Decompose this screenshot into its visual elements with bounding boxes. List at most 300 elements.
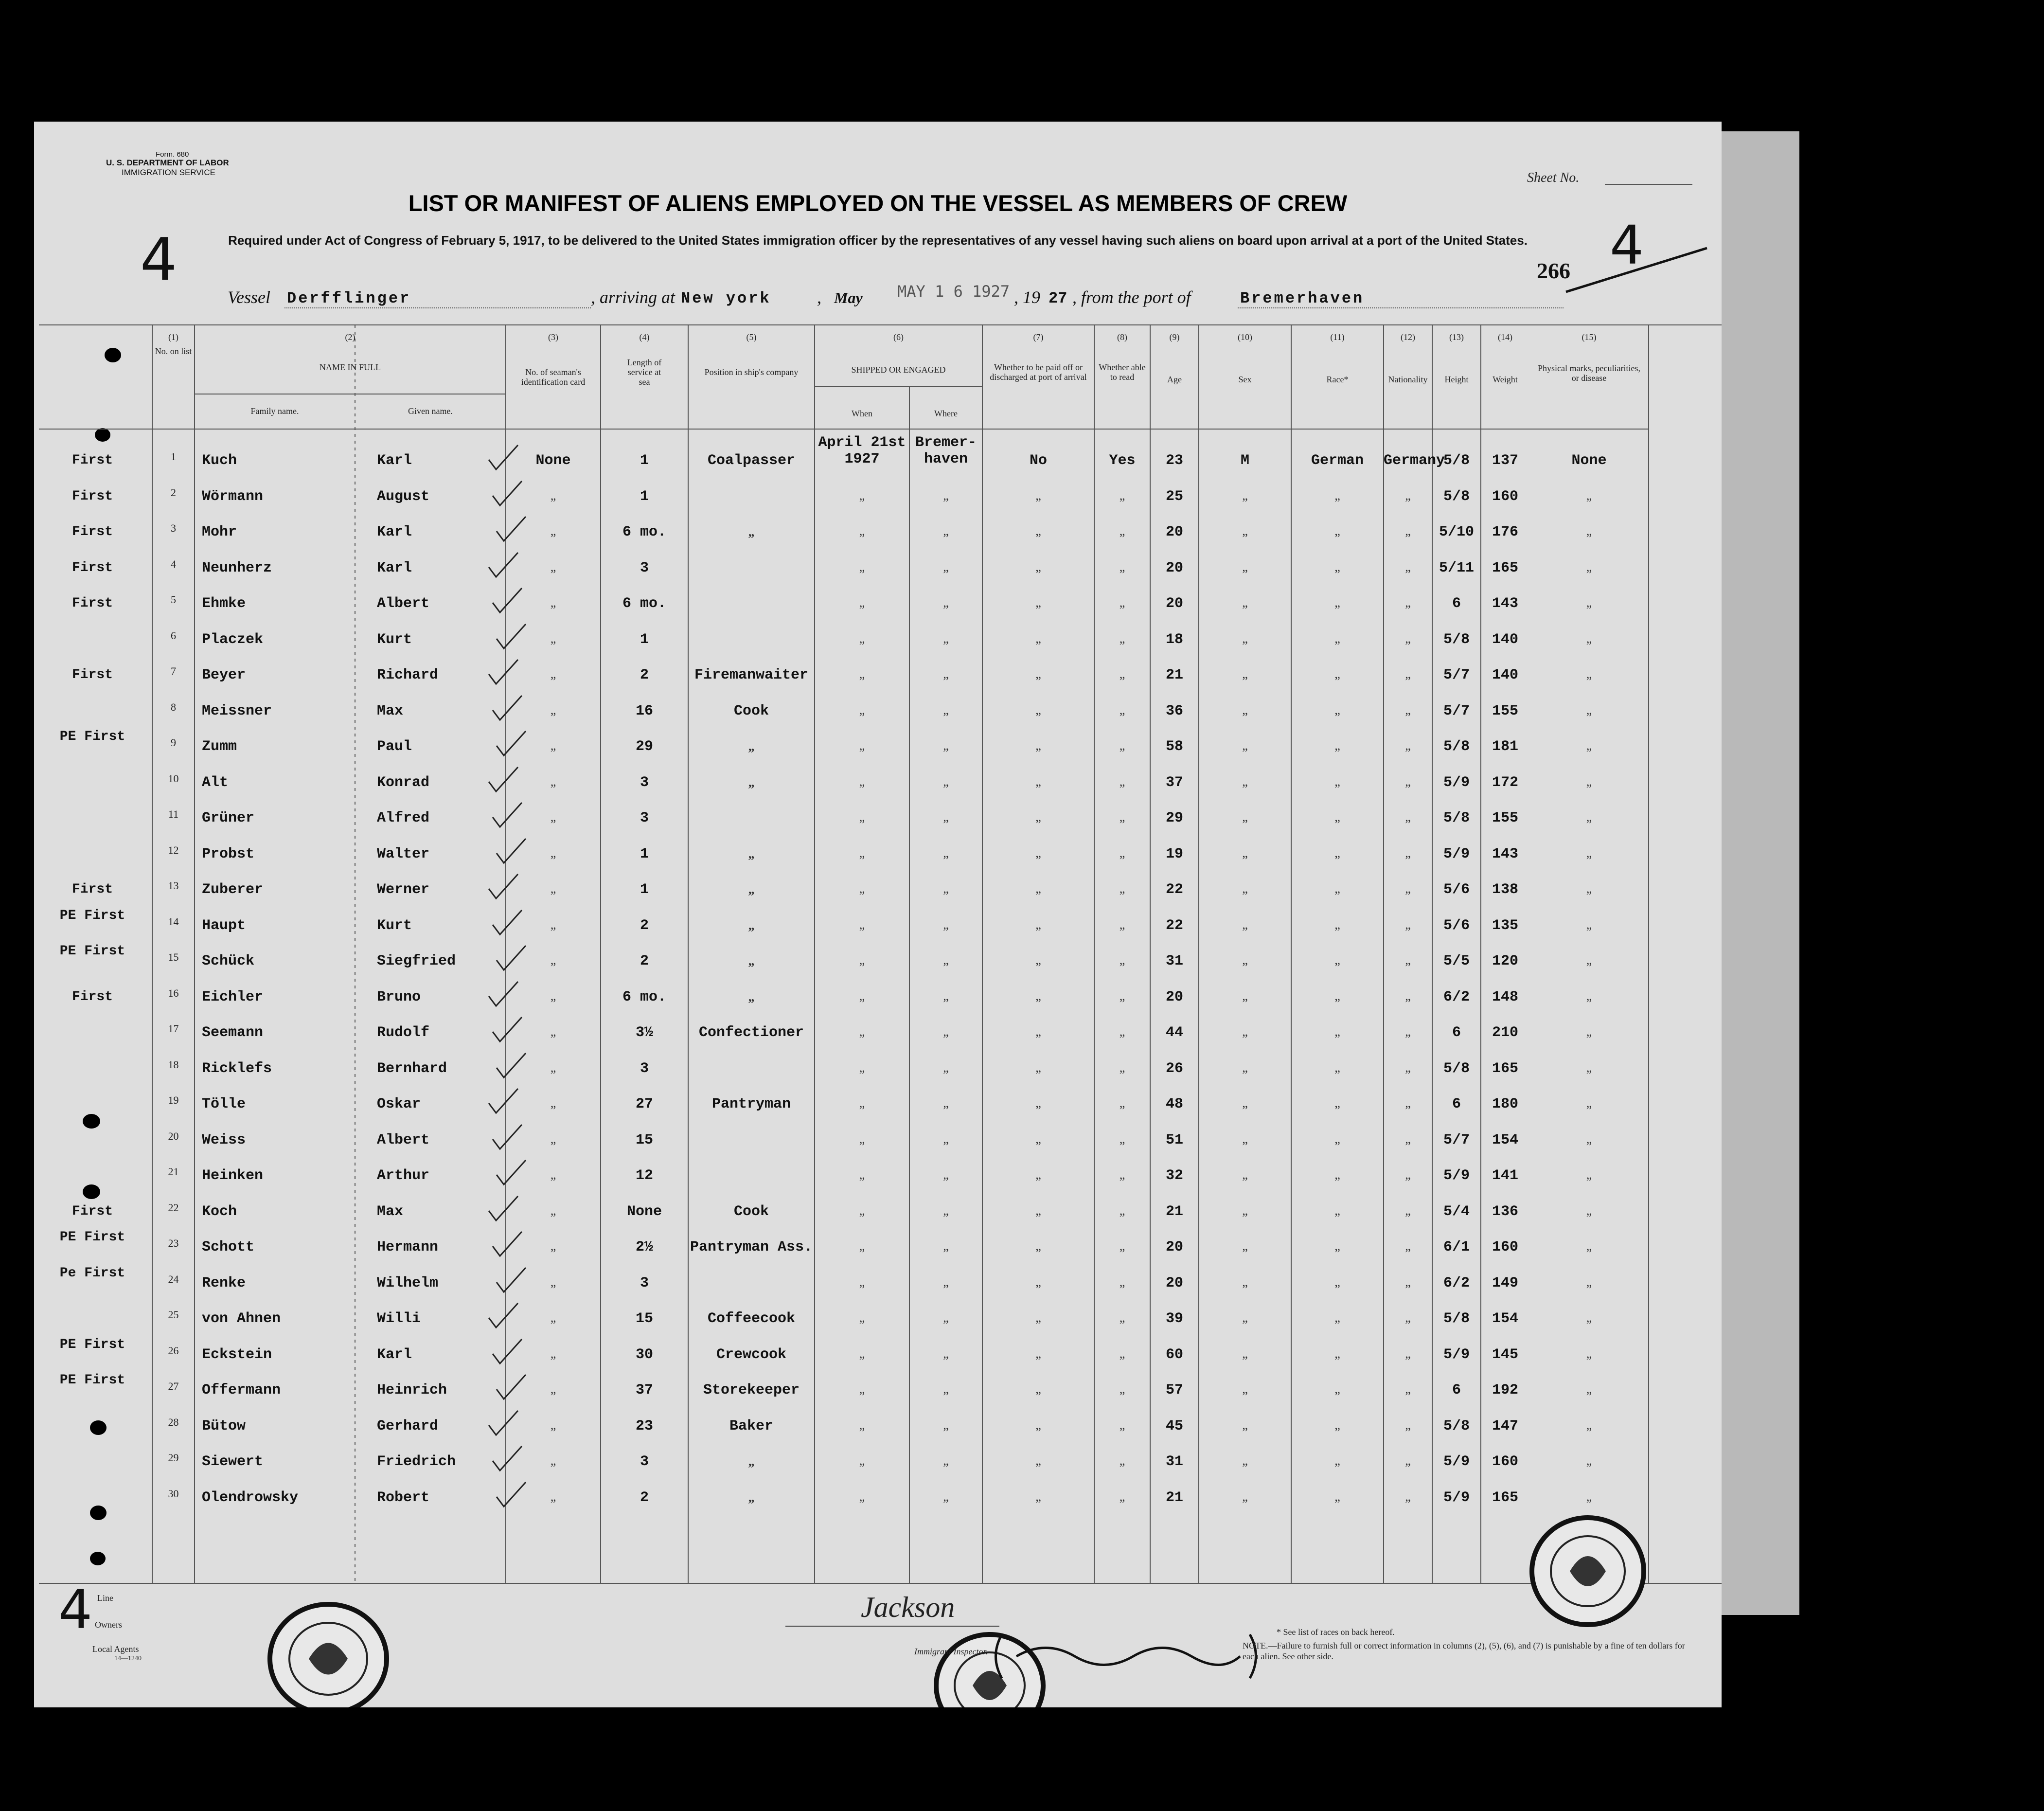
row-height: 5/7 xyxy=(1443,702,1470,719)
ditto-id-card: „ xyxy=(550,595,556,610)
row-height: 5/7 xyxy=(1443,1131,1470,1148)
ditto-paid-off: „ xyxy=(1035,524,1041,538)
row-family: Olendrowsky xyxy=(202,1489,299,1506)
row-position: „ xyxy=(748,1454,755,1469)
ditto-sex: „ xyxy=(1242,953,1248,967)
ditto-physical-marks: „ xyxy=(1586,810,1592,824)
ditto-paid-off: „ xyxy=(1035,559,1041,574)
ditto-physical-marks: „ xyxy=(1586,524,1592,538)
row-number: 2 xyxy=(171,486,176,499)
footer-line-label: Line xyxy=(97,1593,113,1603)
ditto-where: „ xyxy=(943,1060,949,1075)
row-service: 27 xyxy=(635,1096,653,1112)
row-service: 3 xyxy=(640,1274,649,1291)
ditto-id-card: „ xyxy=(550,1203,556,1218)
handwritten-mark: 4 xyxy=(140,226,178,294)
ditto-when: „ xyxy=(859,953,865,967)
row-age: 44 xyxy=(1165,1024,1183,1041)
ditto-sex: „ xyxy=(1242,1239,1248,1253)
row-weight: 141 xyxy=(1492,1167,1518,1184)
ditto-sex: „ xyxy=(1242,1274,1248,1289)
ditto-id-card: „ xyxy=(550,810,556,824)
ditto-physical-marks: „ xyxy=(1586,595,1592,610)
row-1-id-card: None xyxy=(535,452,571,469)
row-given: Albert xyxy=(377,1131,430,1148)
footer-handwritten-mark: 4 xyxy=(58,1578,92,1641)
row-age: 21 xyxy=(1165,667,1183,683)
col-num-3: (3) xyxy=(548,332,558,342)
ditto-sex: „ xyxy=(1242,810,1248,824)
ditto-race: „ xyxy=(1334,1274,1340,1289)
penalty-note xyxy=(1243,1640,1690,1662)
row-family: Zumm xyxy=(202,738,237,755)
row-number: 15 xyxy=(168,951,179,963)
ditto-physical-marks: „ xyxy=(1586,1310,1592,1325)
row-family: Haupt xyxy=(202,917,246,934)
ditto-id-card: „ xyxy=(550,917,556,932)
row-given: Bruno xyxy=(377,988,421,1005)
row-given: Hermann xyxy=(377,1239,439,1255)
col-head-weight: Weight xyxy=(1493,375,1518,384)
ditto-sex: „ xyxy=(1242,1346,1248,1361)
ditto-when: „ xyxy=(859,559,865,574)
ditto-paid-off: „ xyxy=(1035,1096,1041,1110)
row-family: Grüner xyxy=(202,810,255,826)
from-port-label: , from the port of xyxy=(1072,287,1191,307)
ditto-paid-off: „ xyxy=(1035,631,1041,646)
col-head-given-name: Given name. xyxy=(408,406,453,416)
ditto-paid-off: „ xyxy=(1035,845,1041,860)
ditto-where: „ xyxy=(943,559,949,574)
row-number: 23 xyxy=(168,1237,179,1249)
ditto-id-card: „ xyxy=(550,702,556,717)
ditto-paid-off: „ xyxy=(1035,1167,1041,1182)
row-given: Arthur xyxy=(377,1167,430,1184)
ditto-id-card: „ xyxy=(550,988,556,1003)
row-mark: PE First xyxy=(59,729,125,744)
col-num-4: (4) xyxy=(639,332,650,342)
row-position: „ xyxy=(748,775,755,789)
ditto-when: „ xyxy=(859,1274,865,1289)
col-head-nationality: Nationality xyxy=(1388,375,1428,384)
ditto-nationality: „ xyxy=(1405,1239,1411,1253)
ditto-id-card: „ xyxy=(550,1096,556,1110)
ditto-when: „ xyxy=(859,738,865,753)
ditto-able-to-read: „ xyxy=(1119,988,1125,1003)
ditto-nationality: „ xyxy=(1405,1167,1411,1182)
ditto-when: „ xyxy=(859,1346,865,1361)
date-stamp: MAY 1 6 1927 xyxy=(897,282,1010,301)
ditto-paid-off: „ xyxy=(1035,595,1041,610)
ditto-race: „ xyxy=(1334,1310,1340,1325)
row-number: 26 xyxy=(168,1344,179,1357)
ditto-able-to-read: „ xyxy=(1119,917,1125,932)
ditto-paid-off: „ xyxy=(1035,667,1041,681)
row-given: Karl xyxy=(377,559,412,576)
row-given: August xyxy=(377,488,430,505)
row-1-when: April 21st 1927 xyxy=(818,434,906,467)
ditto-race: „ xyxy=(1334,1167,1340,1182)
year-prefix: , 19 xyxy=(1014,287,1040,307)
ditto-race: „ xyxy=(1334,488,1340,502)
arriving-label: , arriving at xyxy=(591,287,675,307)
row-number: 3 xyxy=(171,522,176,534)
row-given: Rudolf xyxy=(377,1024,430,1041)
ditto-nationality: „ xyxy=(1405,1024,1411,1039)
row-height: 5/8 xyxy=(1443,1310,1470,1327)
row-age: 29 xyxy=(1165,810,1183,826)
ditto-race: „ xyxy=(1334,667,1340,681)
row-weight: 160 xyxy=(1492,488,1518,505)
col-head-shipped-or-engaged: SHIPPED OR ENGAGED xyxy=(851,365,946,375)
ditto-where: „ xyxy=(943,881,949,896)
ditto-race: „ xyxy=(1334,810,1340,824)
row-age: 18 xyxy=(1165,631,1183,648)
ditto-physical-marks: „ xyxy=(1586,738,1592,753)
col-num-9: (9) xyxy=(1169,332,1180,342)
ditto-able-to-read: „ xyxy=(1119,774,1125,789)
ditto-able-to-read: „ xyxy=(1119,1346,1125,1361)
ditto-nationality: „ xyxy=(1405,1131,1411,1146)
ditto-able-to-read: „ xyxy=(1119,881,1125,896)
row-age: 58 xyxy=(1165,738,1183,755)
ditto-nationality: „ xyxy=(1405,1274,1411,1289)
ditto-physical-marks: „ xyxy=(1586,1167,1592,1182)
row-family: Eckstein xyxy=(202,1346,272,1363)
ditto-id-card: „ xyxy=(550,1310,556,1325)
row-service: 1 xyxy=(640,631,649,648)
row-position: „ xyxy=(748,739,755,753)
row-age: 21 xyxy=(1165,1489,1183,1506)
row-position: „ xyxy=(748,525,755,539)
ditto-paid-off: „ xyxy=(1035,881,1041,896)
row-age: 20 xyxy=(1165,524,1183,540)
row-service: 30 xyxy=(635,1346,653,1363)
ditto-paid-off: „ xyxy=(1035,810,1041,824)
row-family: Renke xyxy=(202,1274,246,1291)
row-given: Robert xyxy=(377,1489,430,1506)
ditto-when: „ xyxy=(859,1489,865,1504)
ditto-when: „ xyxy=(859,881,865,896)
row-position: „ xyxy=(748,1490,755,1505)
ditto-able-to-read: „ xyxy=(1119,845,1125,860)
handwritten-mark: 4 xyxy=(1610,214,1644,276)
ditto-where: „ xyxy=(943,1203,949,1218)
ditto-where: „ xyxy=(943,1489,949,1504)
row-service: 2 xyxy=(640,917,649,934)
ditto-sex: „ xyxy=(1242,988,1248,1003)
ditto-race: „ xyxy=(1334,702,1340,717)
ditto-physical-marks: „ xyxy=(1586,667,1592,681)
row-service: 37 xyxy=(635,1382,653,1399)
ditto-when: „ xyxy=(859,1239,865,1253)
row-position: „ xyxy=(748,989,755,1004)
row-age: 39 xyxy=(1165,1310,1183,1327)
col-head-paid-off: Whether to be paid off or discharged at port of arrival xyxy=(990,362,1087,382)
ditto-race: „ xyxy=(1334,1060,1340,1075)
row-number: 20 xyxy=(168,1130,179,1142)
service-line: IMMIGRATION SERVICE xyxy=(122,168,216,177)
row-height: 5/9 xyxy=(1443,1346,1470,1363)
ditto-id-card: „ xyxy=(550,953,556,967)
row-position: Storekeeper xyxy=(703,1382,800,1399)
row-age: 19 xyxy=(1165,845,1183,862)
row-service: None xyxy=(626,1203,662,1220)
ditto-physical-marks: „ xyxy=(1586,953,1592,967)
ditto-sex: „ xyxy=(1242,1203,1248,1218)
ditto-where: „ xyxy=(943,738,949,753)
row-mark: First xyxy=(71,560,113,575)
col-num-8: (8) xyxy=(1117,332,1127,342)
row-family: Alt xyxy=(202,774,229,791)
ditto-sex: „ xyxy=(1242,1096,1248,1110)
row-weight: 165 xyxy=(1492,1060,1518,1077)
ditto-sex: „ xyxy=(1242,881,1248,896)
ditto-race: „ xyxy=(1334,1346,1340,1361)
ditto-nationality: „ xyxy=(1405,667,1411,681)
row-service: 15 xyxy=(635,1131,653,1148)
ditto-paid-off: „ xyxy=(1035,1274,1041,1289)
row-family: Heinken xyxy=(202,1167,264,1184)
ditto-physical-marks: „ xyxy=(1586,988,1592,1003)
row-age: 26 xyxy=(1165,1060,1183,1077)
ditto-physical-marks: „ xyxy=(1586,1024,1592,1039)
row-given: Karl xyxy=(377,1346,412,1363)
ditto-physical-marks: „ xyxy=(1586,1096,1592,1110)
row-family: Zuberer xyxy=(202,881,264,898)
ditto-nationality: „ xyxy=(1405,524,1411,538)
row-weight: 155 xyxy=(1492,810,1518,826)
row-mark: PE First xyxy=(59,944,125,959)
row-height: 5/9 xyxy=(1443,1489,1470,1506)
row-number: 5 xyxy=(171,593,176,606)
ditto-when: „ xyxy=(859,988,865,1003)
row-number: 25 xyxy=(168,1309,179,1321)
row-height: 6 xyxy=(1452,595,1461,612)
row-position: Firemanwaiter xyxy=(694,667,809,683)
ditto-able-to-read: „ xyxy=(1119,1167,1125,1182)
ditto-race: „ xyxy=(1334,559,1340,574)
row-number: 11 xyxy=(168,808,179,820)
ditto-sex: „ xyxy=(1242,559,1248,574)
row-position: Pantryman Ass. xyxy=(690,1239,813,1255)
row-1-physical-marks: None xyxy=(1571,452,1607,469)
ditto-when: „ xyxy=(859,595,865,610)
ditto-paid-off: „ xyxy=(1035,488,1041,502)
ditto-nationality: „ xyxy=(1405,1417,1411,1432)
row-number: 1 xyxy=(171,450,176,463)
row-weight: 145 xyxy=(1492,1346,1518,1363)
ditto-able-to-read: „ xyxy=(1119,738,1125,753)
row-position: „ xyxy=(748,882,755,897)
ditto-physical-marks: „ xyxy=(1586,1274,1592,1289)
ditto-id-card: „ xyxy=(550,667,556,681)
row-weight: 154 xyxy=(1492,1131,1518,1148)
row-age: 22 xyxy=(1165,917,1183,934)
row-weight: 120 xyxy=(1492,953,1518,969)
col-head-height: Height xyxy=(1444,375,1469,384)
ditto-able-to-read: „ xyxy=(1119,810,1125,824)
row-service: 3 xyxy=(640,774,649,791)
row-height: 6 xyxy=(1452,1382,1461,1399)
ditto-nationality: „ xyxy=(1405,631,1411,646)
ditto-paid-off: „ xyxy=(1035,1024,1041,1039)
row-weight: 143 xyxy=(1492,595,1518,612)
row-height: 5/8 xyxy=(1443,631,1470,648)
ditto-race: „ xyxy=(1334,1239,1340,1253)
ditto-where: „ xyxy=(943,1167,949,1182)
ditto-race: „ xyxy=(1334,1453,1340,1468)
ditto-physical-marks: „ xyxy=(1586,1417,1592,1432)
row-weight: 138 xyxy=(1492,881,1518,898)
ditto-physical-marks: „ xyxy=(1586,1239,1592,1253)
ditto-paid-off: „ xyxy=(1035,774,1041,789)
ditto-when: „ xyxy=(859,810,865,824)
ditto-sex: „ xyxy=(1242,1310,1248,1325)
row-given: Wilhelm xyxy=(377,1274,439,1291)
row-age: 25 xyxy=(1165,488,1183,505)
ditto-where: „ xyxy=(943,1239,949,1253)
ditto-able-to-read: „ xyxy=(1119,1096,1125,1110)
ditto-nationality: „ xyxy=(1405,1310,1411,1325)
ditto-when: „ xyxy=(859,917,865,932)
row-number: 16 xyxy=(168,986,179,999)
col-num-6: (6) xyxy=(893,332,904,342)
row-weight: 137 xyxy=(1492,452,1518,469)
row-mark: First xyxy=(71,882,113,897)
races-note: * See list of races on back hereof. xyxy=(1277,1627,1395,1637)
row-given: Oskar xyxy=(377,1096,421,1112)
row-given: Werner xyxy=(377,881,430,898)
row-age: 20 xyxy=(1165,1239,1183,1255)
row-given: Kurt xyxy=(377,631,412,648)
ditto-sex: „ xyxy=(1242,917,1248,932)
row-weight: 155 xyxy=(1492,702,1518,719)
row-family: Schück xyxy=(202,953,255,969)
col-head-id-card: No. of seaman's identification card xyxy=(521,367,586,387)
ditto-where: „ xyxy=(943,595,949,610)
row-weight: 143 xyxy=(1492,845,1518,862)
ditto-where: „ xyxy=(943,1274,949,1289)
row-height: 5/6 xyxy=(1443,917,1470,934)
row-weight: 210 xyxy=(1492,1024,1518,1041)
ditto-race: „ xyxy=(1334,1382,1340,1396)
row-service: 2 xyxy=(640,667,649,683)
ditto-nationality: „ xyxy=(1405,1203,1411,1218)
col-num-14: (14) xyxy=(1498,332,1512,342)
row-position: „ xyxy=(748,918,755,932)
ditto-sex: „ xyxy=(1242,488,1248,502)
row-height: 5/9 xyxy=(1443,774,1470,791)
col-head-position: Position in ship's company xyxy=(704,367,799,377)
ditto-id-card: „ xyxy=(550,1131,556,1146)
row-age: 22 xyxy=(1165,881,1183,898)
row-1-nationality: Germany xyxy=(1384,452,1445,469)
ditto-nationality: „ xyxy=(1405,988,1411,1003)
row-given: Richard xyxy=(377,667,439,683)
ditto-race: „ xyxy=(1334,845,1340,860)
ditto-when: „ xyxy=(859,702,865,717)
row-age: 23 xyxy=(1165,452,1183,469)
ditto-nationality: „ xyxy=(1405,845,1411,860)
row-number: 24 xyxy=(168,1273,179,1285)
row-age: 20 xyxy=(1165,1274,1183,1291)
row-weight: 135 xyxy=(1492,917,1518,934)
ditto-paid-off: „ xyxy=(1035,953,1041,967)
form-number: Form. 680 xyxy=(156,150,189,159)
ditto-physical-marks: „ xyxy=(1586,1131,1592,1146)
ditto-physical-marks: „ xyxy=(1586,702,1592,717)
row-family: Eichler xyxy=(202,988,264,1005)
ditto-race: „ xyxy=(1334,631,1340,646)
ditto-sex: „ xyxy=(1242,631,1248,646)
row-given: Max xyxy=(377,702,404,719)
ditto-physical-marks: „ xyxy=(1586,1346,1592,1361)
ditto-sex: „ xyxy=(1242,702,1248,717)
row-position: Coffeecook xyxy=(707,1310,796,1327)
ditto-able-to-read: „ xyxy=(1119,595,1125,610)
row-service: 23 xyxy=(635,1417,653,1434)
ditto-when: „ xyxy=(859,774,865,789)
ditto-nationality: „ xyxy=(1405,1453,1411,1468)
ditto-paid-off: „ xyxy=(1035,1453,1041,1468)
ditto-able-to-read: „ xyxy=(1119,1453,1125,1468)
ditto-where: „ xyxy=(943,774,949,789)
ditto-nationality: „ xyxy=(1405,1489,1411,1504)
row-given: Heinrich xyxy=(377,1382,447,1399)
row-number: 10 xyxy=(168,772,179,785)
vessel-label: Vessel xyxy=(228,287,270,307)
row-number: 13 xyxy=(168,879,179,892)
row-position: Pantryman xyxy=(711,1096,791,1112)
col-num-15: (15) xyxy=(1582,332,1597,342)
ditto-where: „ xyxy=(943,1024,949,1039)
ditto-paid-off: „ xyxy=(1035,1417,1041,1432)
row-number: 21 xyxy=(168,1165,179,1178)
penalty-note-label: NOTE. xyxy=(1243,1641,1268,1650)
row-given: Karl xyxy=(377,524,412,540)
manifest-sheet xyxy=(34,122,1722,1707)
row-service: 1 xyxy=(640,488,649,505)
row-height: 5/8 xyxy=(1443,488,1470,505)
ditto-sex: „ xyxy=(1242,1453,1248,1468)
row-1-sex: M xyxy=(1240,452,1249,469)
ditto-paid-off: „ xyxy=(1035,1060,1041,1075)
col-num-5: (5) xyxy=(746,332,757,342)
row-height: 6 xyxy=(1452,1096,1461,1112)
ditto-when: „ xyxy=(859,1203,865,1218)
ditto-nationality: „ xyxy=(1405,595,1411,610)
row-height: 5/8 xyxy=(1443,452,1470,469)
arrival-month: May xyxy=(834,289,863,306)
row-age: 20 xyxy=(1165,595,1183,612)
col-num-7: (7) xyxy=(1033,332,1044,342)
row-family: Neunherz xyxy=(202,559,272,576)
ditto-when: „ xyxy=(859,1167,865,1182)
row-position: „ xyxy=(748,846,755,861)
ditto-id-card: „ xyxy=(550,1382,556,1396)
departure-port: Bremerhaven xyxy=(1240,289,1365,307)
row-weight: 149 xyxy=(1492,1274,1518,1291)
ditto-paid-off: „ xyxy=(1035,917,1041,932)
ditto-physical-marks: „ xyxy=(1586,917,1592,932)
ditto-race: „ xyxy=(1334,988,1340,1003)
ditto-nationality: „ xyxy=(1405,917,1411,932)
row-1-race: German xyxy=(1311,452,1364,469)
row-height: 5/11 xyxy=(1439,559,1474,576)
ditto-nationality: „ xyxy=(1405,774,1411,789)
ditto-nationality: „ xyxy=(1405,559,1411,574)
